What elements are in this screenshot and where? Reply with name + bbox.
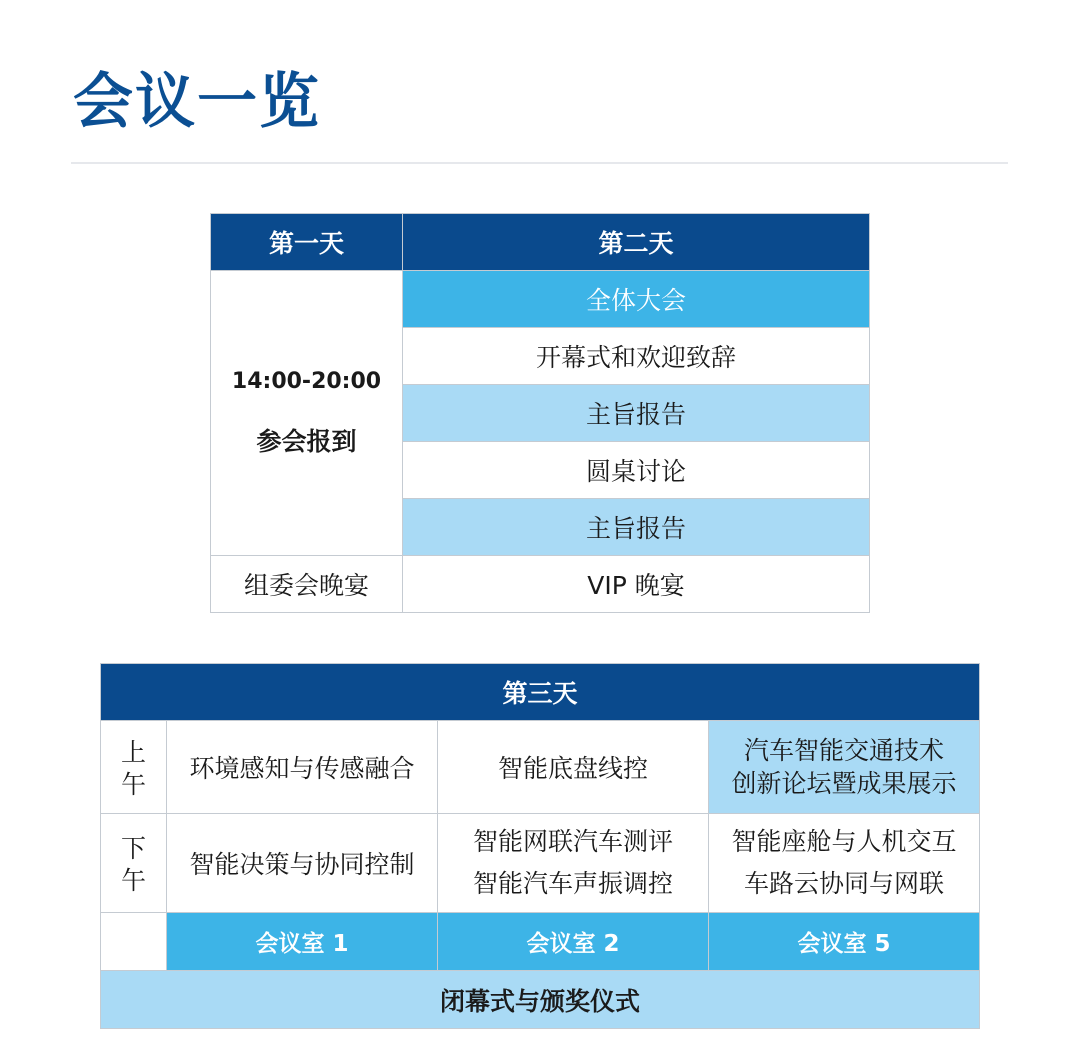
afternoon-label: 下 午: [101, 814, 167, 913]
table-row: [101, 814, 980, 913]
schedule-table-day3: [100, 663, 980, 1029]
day2-item-keynote-1: 主旨报告: [403, 385, 870, 442]
table-row: [101, 913, 980, 971]
day1-time: 14:00-20:00: [231, 368, 382, 394]
day1-dinner: 组委会晚宴: [211, 556, 403, 613]
header-day3: 第三天: [101, 664, 980, 721]
afternoon-room5-sessions: 智能座舱与人机交互 车路云协同与网联: [709, 814, 980, 913]
morning-room2-session: 智能底盘线控: [438, 721, 709, 814]
day2-item-roundtable: 圆桌讨论: [403, 442, 870, 499]
room-1-label: 会议室 1: [167, 913, 438, 971]
table-row: [101, 664, 980, 721]
morning-room5-session: 汽车智能交通技术 创新论坛暨成果展示: [709, 721, 980, 814]
page-title: 会议一览: [73, 67, 321, 137]
day1-registration-cell: [211, 271, 403, 556]
afternoon-room2-sessions: 智能网联汽车测评 智能汽车声振调控: [438, 814, 709, 913]
header-day2: 第二天: [403, 214, 870, 271]
day2-dinner: VIP 晚宴: [403, 556, 870, 613]
closing-ceremony: 闭幕式与颁奖仪式: [101, 971, 980, 1029]
table-row: [101, 971, 980, 1029]
header-day1: 第一天: [211, 214, 403, 271]
table-row: [211, 214, 870, 271]
table-row: [211, 271, 870, 328]
morning-label: 上 午: [101, 721, 167, 814]
afternoon-room1-session: 智能决策与协同控制: [167, 814, 438, 913]
room-row-spacer: [101, 913, 167, 971]
day2-item-plenary: 全体大会: [403, 271, 870, 328]
table-row: [101, 721, 980, 814]
day2-item-keynote-2: 主旨报告: [403, 499, 870, 556]
table-row: [211, 556, 870, 613]
day1-event: 参会报到: [256, 426, 357, 456]
day2-item-opening: 开幕式和欢迎致辞: [403, 328, 870, 385]
schedule-table-day1-day2: [210, 213, 870, 613]
title-divider: [71, 162, 1008, 164]
morning-room1-session: 环境感知与传感融合: [167, 721, 438, 814]
room-2-label: 会议室 2: [438, 913, 709, 971]
room-5-label: 会议室 5: [709, 913, 980, 971]
